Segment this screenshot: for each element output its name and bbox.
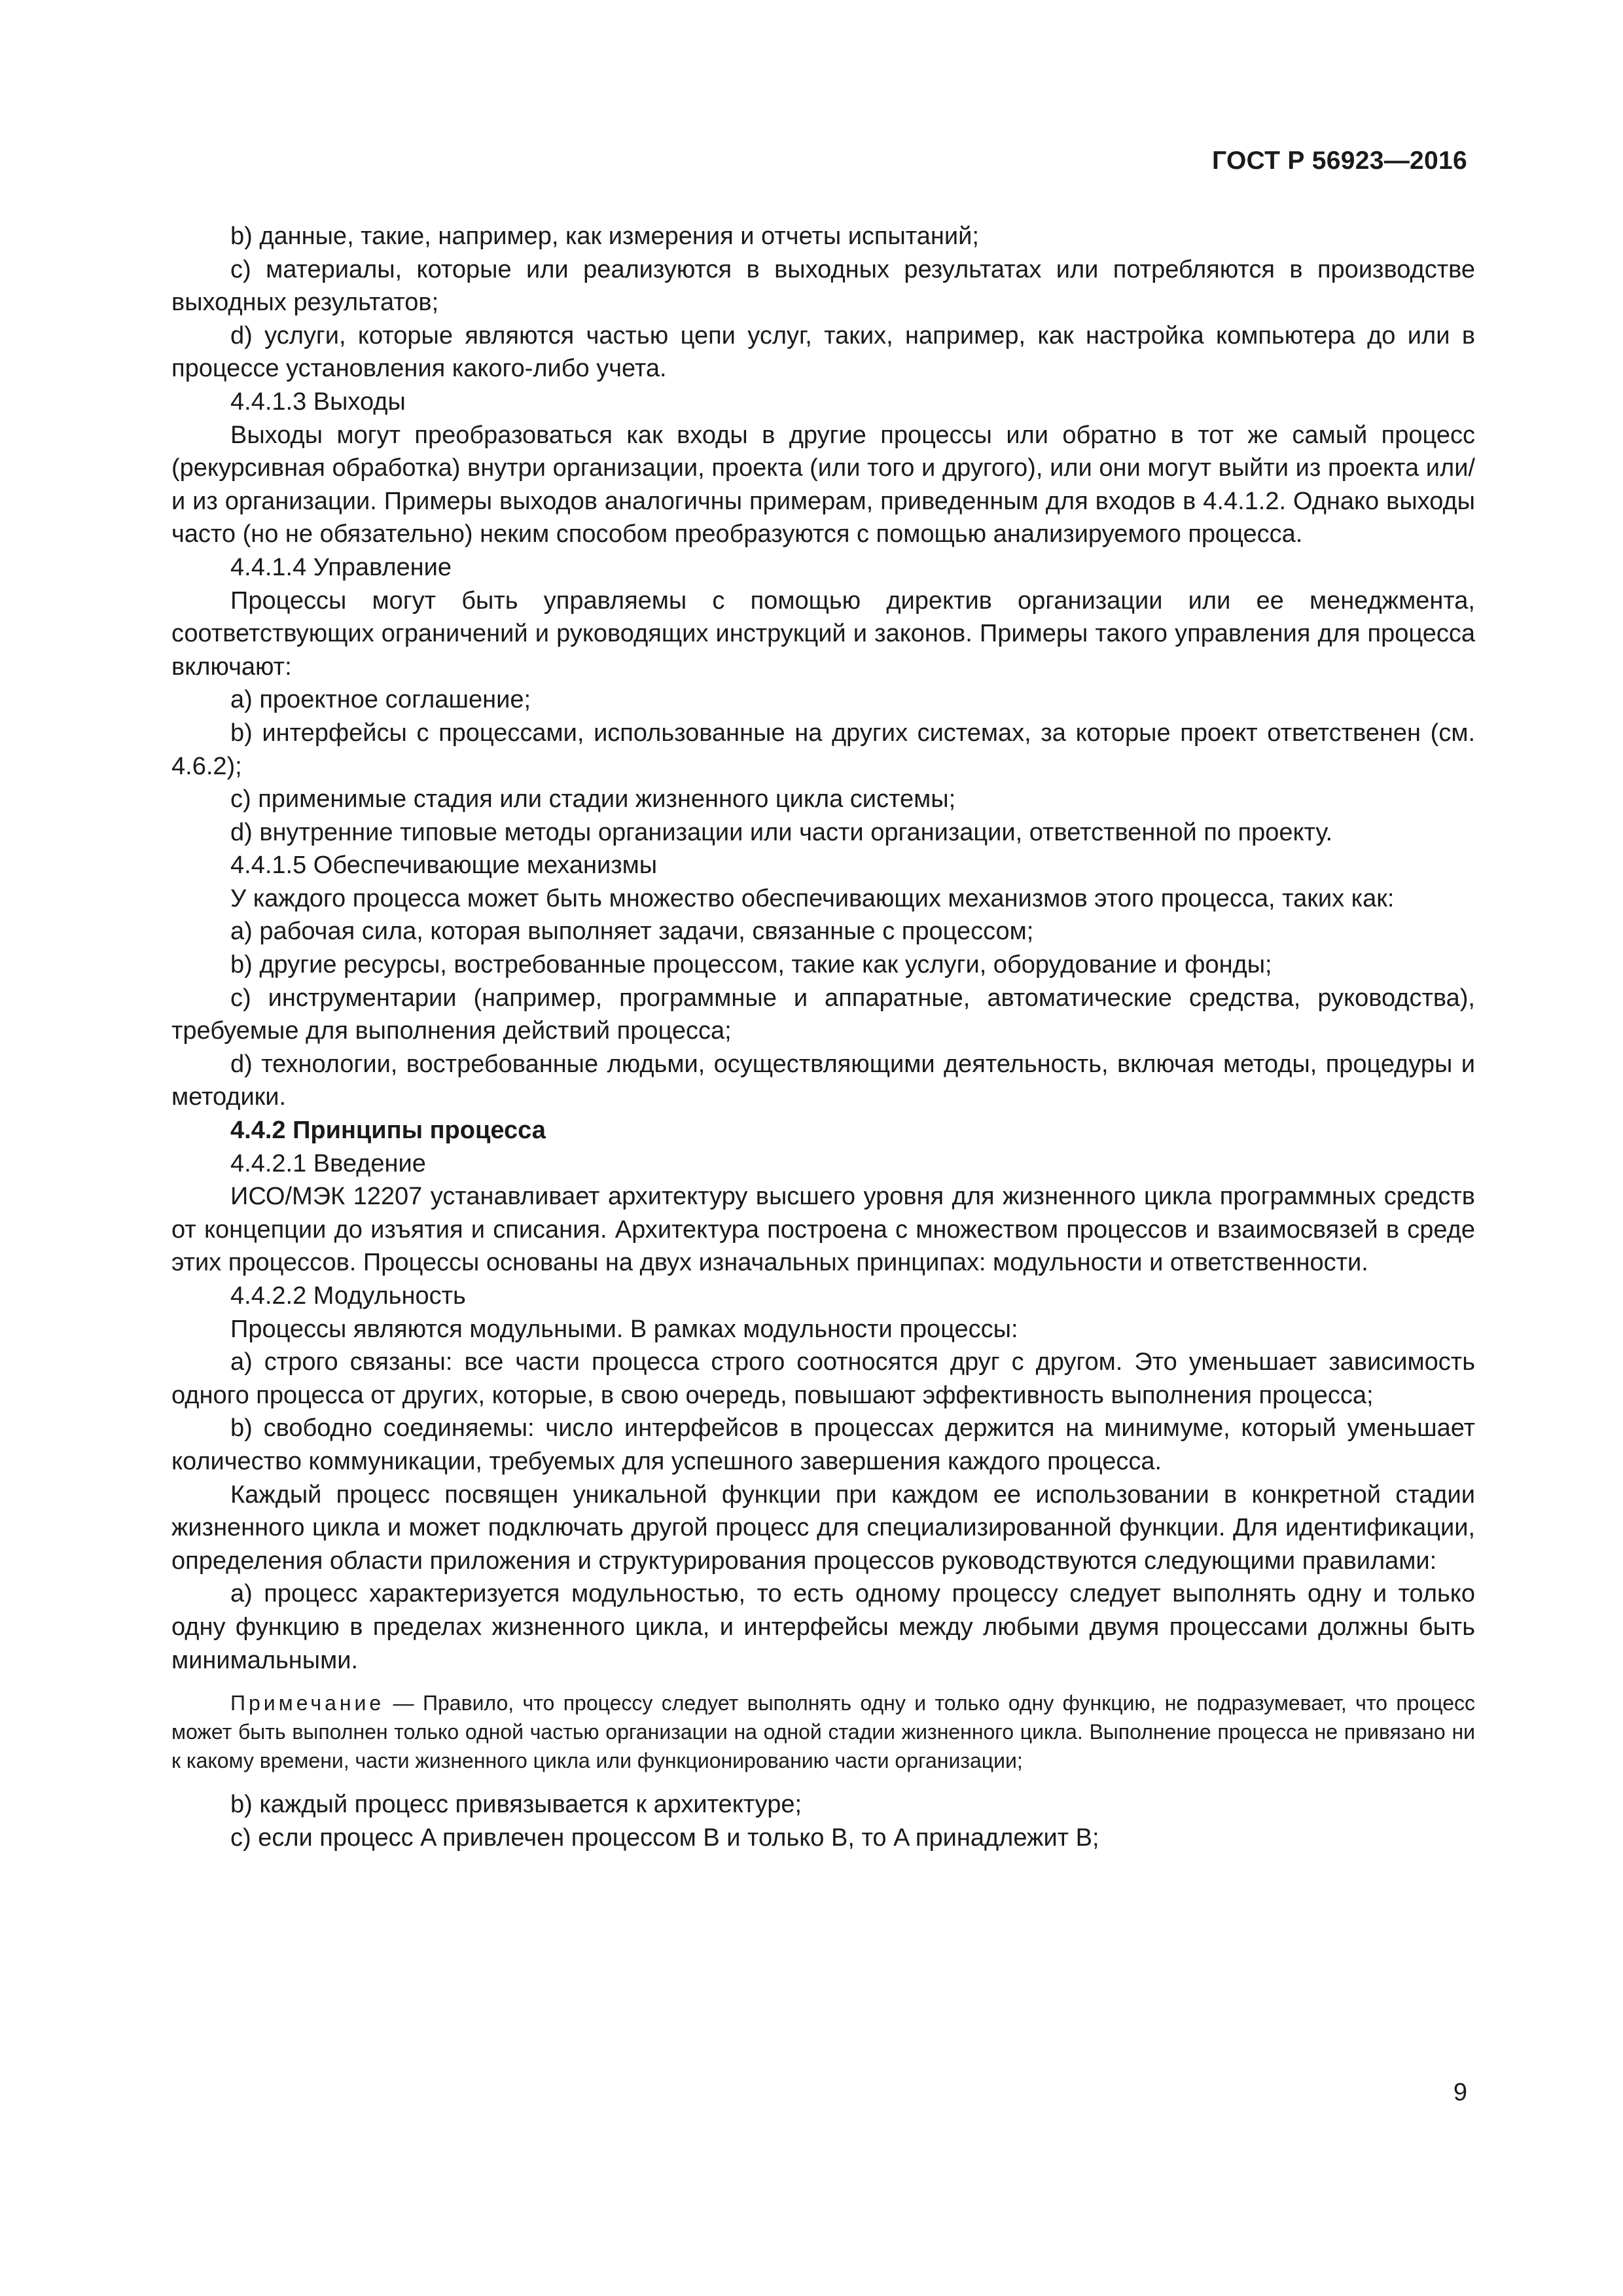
- paragraph: b) данные, такие, например, как измерения и отчеты испытаний;: [230, 223, 979, 250]
- paragraph: Процессы являются модульными. В рамках модульности процессы:: [230, 1315, 1018, 1343]
- paragraph: Каждый процесс посвящен уникальной функции при каждом ее использовании в конкретной стадии жизненного цикла и может подключать другой процесс для специализированной функции. Для идентификации, определения области приложения и структурирования процессов руководствуются следующими правилами:: [171, 1480, 1475, 1575]
- section-heading: 4.4.1.4 Управление: [230, 553, 452, 581]
- paragraph: ИСО/МЭК 12207 устанавливает архитектуру высшего уровня для жизненного цикла программных средств от концепции до изъятия и списания. Архитектура построена с множеством процессов и взаимосвязей в среде этих процессов. Процессы основаны на двух изначальных принципах: модульности и ответственности.: [171, 1183, 1475, 1277]
- section-heading: 4.4.2.2 Модульность: [230, 1282, 466, 1310]
- list-item: c) если процесс A привлечен процессом B и только B, то A принадлежит B;: [230, 1823, 1099, 1852]
- list-item: a) строго связаны: все части процесса строго соотносятся друг с другом. Это уменьшает зависимость одного процесса от других, которые, в свою очередь, повышают эффективность выполнения процесса;: [171, 1348, 1475, 1409]
- list-item: b) каждый процесс привязывается к архитектуре;: [230, 1791, 802, 1819]
- document-header: ГОСТ Р 56923—2016: [1212, 147, 1467, 175]
- list-item: b) другие ресурсы, востребованные процессом, такие как услуги, оборудование и фонды;: [230, 951, 1272, 979]
- page-number: 9: [1453, 2079, 1467, 2106]
- paragraph: Процессы могут быть управляемы с помощью директив организации или ее менеджмента, соответствующих ограничений и руководящих инструкций и законов. Примеры такого управления для процесса включают:: [171, 586, 1475, 681]
- section-heading: 4.4.1.3 Выходы: [230, 387, 406, 416]
- paragraph: d) услуги, которые являются частью цепи услуг, таких, например, как настройка компьютера до или в процессе установления какого-либо учета.: [171, 321, 1475, 383]
- list-item: a) процесс характеризуется модульностью, то есть одному процессу следует выполнять одну и только одну функцию в пределах жизненного цикла, и интерфейсы между любыми двумя процессами должны быть минимальными.: [171, 1580, 1475, 1674]
- paragraph: Выходы могут преобразоваться как входы в другие процессы или обратно в тот же самый процесс (рекурсивная обработка) внутри организации, проекта (или того и другого), или они могут выйти из проекта или/и из организации. Примеры выходов аналогичны примерам, приведенным для входов в 4.4.1.2. Однако выходы часто (но не обязательно) неким способом преобразуются с помощью анализируемого процесса.: [171, 421, 1475, 548]
- note-label: Примечание: [230, 1691, 385, 1715]
- paragraph: У каждого процесса может быть множество обеспечивающих механизмов этого процесса, таких как:: [230, 884, 1395, 912]
- section-heading: 4.4.2.1 Введение: [230, 1149, 426, 1177]
- list-item: a) проектное соглашение;: [230, 686, 531, 714]
- list-item: b) свободно соединяемы: число интерфейсов в процессах держится на минимуме, который уменьшает количество коммуникации, требуемых для успешного завершения каждого процесса.: [171, 1414, 1475, 1475]
- list-item: d) внутренние типовые методы организации или части организации, ответственной по проекту.: [230, 818, 1333, 846]
- list-item: b) интерфейсы с процессами, использованные на других системах, за которые проект ответственен (см. 4.6.2);: [171, 719, 1475, 780]
- list-item: c) инструментарии (например, программные и аппаратные, автоматические средства, руководства), требуемые для выполнения действий процесса;: [171, 984, 1475, 1045]
- list-item: a) рабочая сила, которая выполняет задачи, связанные с процессом;: [230, 918, 1034, 946]
- paragraph: c) материалы, которые или реализуются в выходных результатах или потребляются в производстве выходных результатов;: [171, 255, 1475, 317]
- section-heading-bold: 4.4.2 Принципы процесса: [230, 1117, 546, 1145]
- section-heading: 4.4.1.5 Обеспечивающие механизмы: [230, 852, 658, 880]
- document-body: [171, 220, 1475, 1854]
- list-item: d) технологии, востребованные людьми, осуществляющими деятельность, включая методы, процедуры и методики.: [171, 1050, 1475, 1111]
- list-item: c) применимые стадия или стадии жизненного цикла системы;: [230, 785, 956, 814]
- note-text: — Правило, что процессу следует выполнять одну и только одну функцию, не подразумевает, что процесс может быть выполнен только одной частью организации на одной стадии жизненного цикла. Выполнение процесса не привязано ни к какому времени, части жизненного цикла или функционированию части организации;: [171, 1691, 1475, 1773]
- note: [171, 1689, 1475, 1775]
